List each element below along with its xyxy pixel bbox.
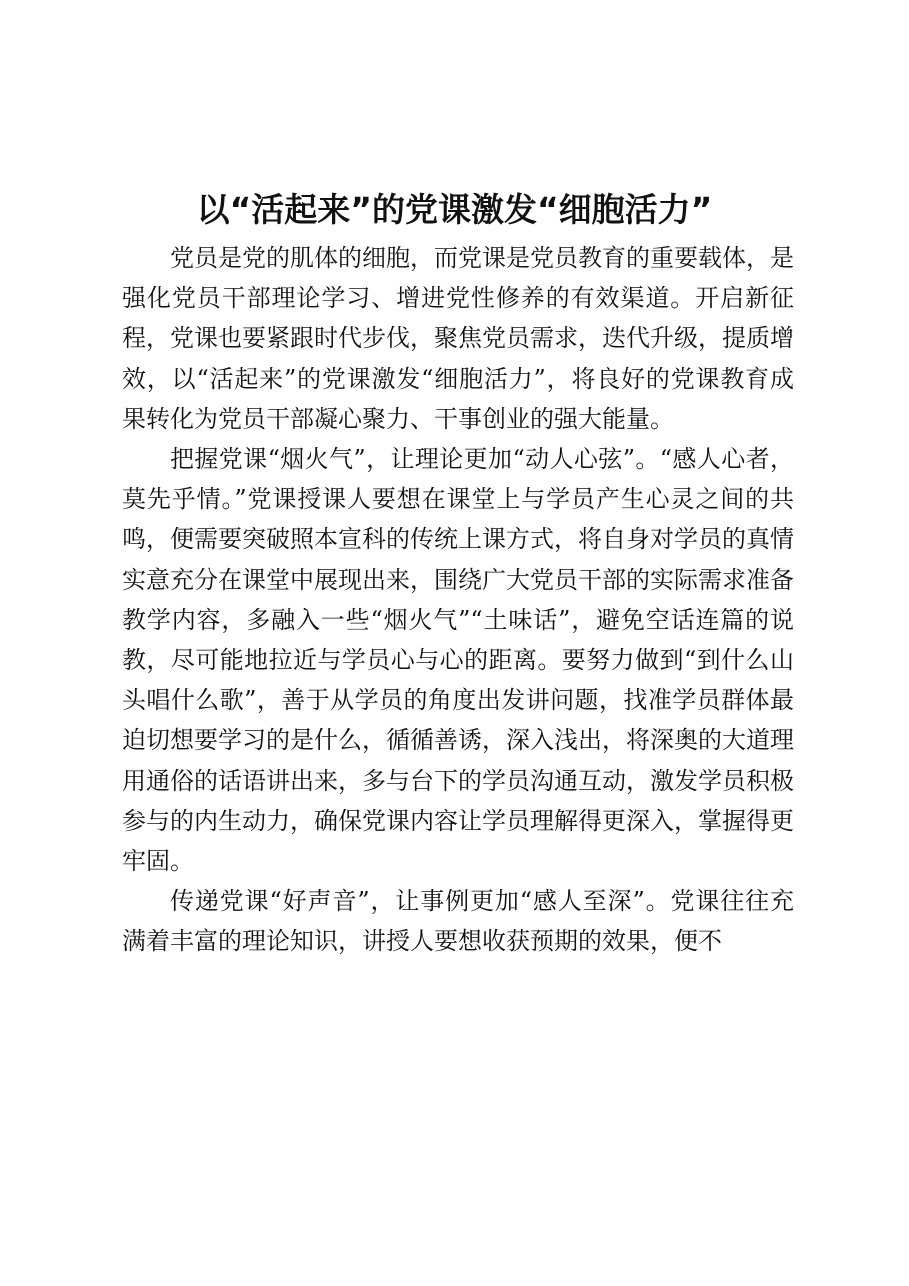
document-body	[122, 238, 794, 962]
document-title: 以“活起来”的党课激发“细胞活力”	[196, 190, 713, 229]
paragraph-1: 党员是党的肌体的细胞，而党课是党员教育的重要载体，是强化党员干部理论学习、增进党性修养的有效渠道。开启新征程，党课也要紧跟时代步伐，聚焦党员需求，迭代升级，提质增效，以“活起来”的党课激发“细胞活力”，将良好的党课教育成果转化为党员干部凝心聚力、干事创业的强大能量。	[122, 244, 794, 433]
paragraph-2: 把握党课“烟火气”，让理论更加“动人心弦”。“感人心者，莫先乎情。”党课授课人要想在课堂上与学员产生心灵之间的共鸣，便需要突破照本宣科的传统上课方式，将自身对学员的真情实意充分在课堂中展现出来，围绕广大党员干部的实际需求准备教学内容，多融入一些“烟火气”“土味话”，避免空话连篇的说教，尽可能地拉近与学员心与心的距离。要努力做到“到什么山头唱什么歌”，善于从学员的角度出发讲问题，找准学员群体最迫切想要学习的是什么，循循善诱，深入浅出，将深奥的大道理用通俗的话语讲出来，多与台下的学员沟通互动，激发学员积极参与的内生动力，确保党课内容让学员理解得更深入，掌握得更牢固。	[122, 445, 794, 876]
paragraph-3: 传递党课“好声音”，让事例更加“感人至深”。党课往往充满着丰富的理论知识，讲授人要想收获预期的效果，便不	[122, 887, 794, 956]
